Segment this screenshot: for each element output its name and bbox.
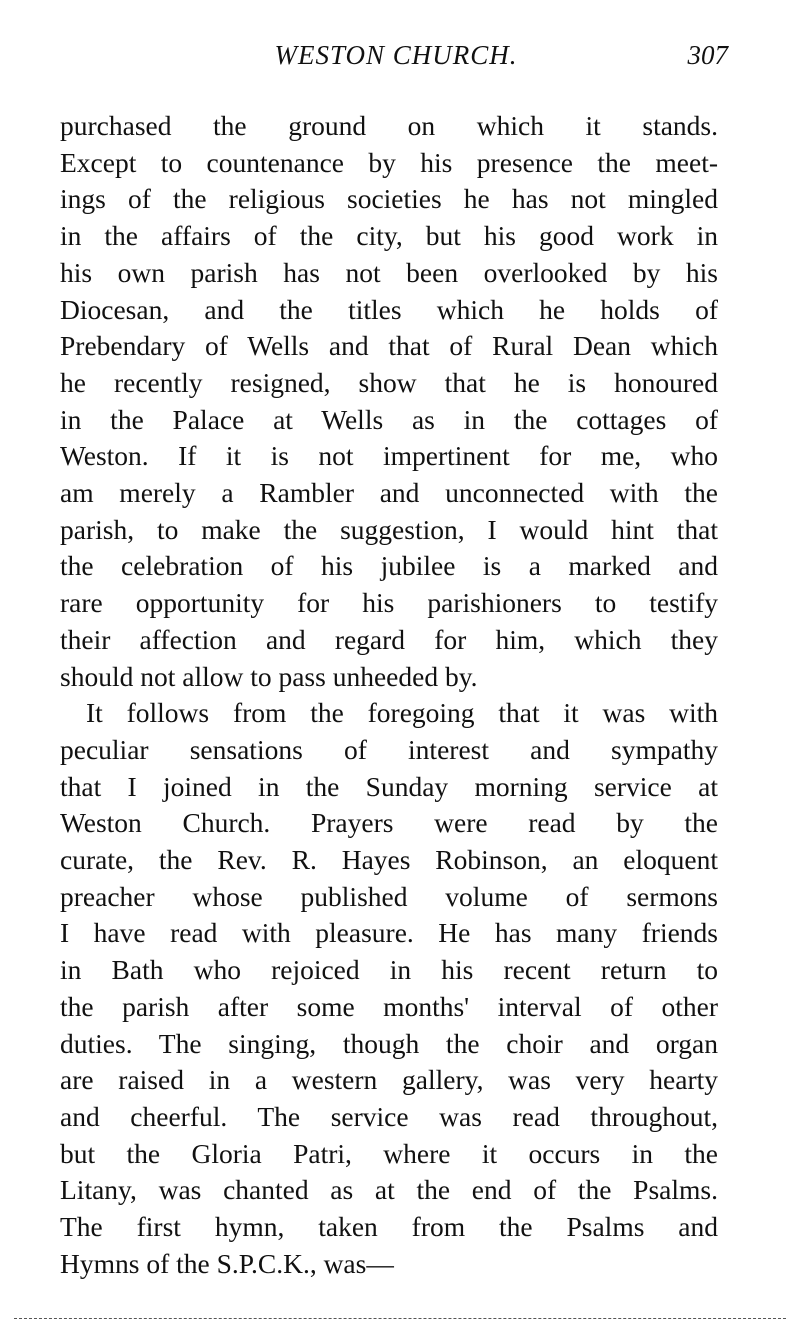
text-line: Hymns of the S.P.C.K., was— xyxy=(60,1247,394,1279)
text-line: but the Gloria Patri, where it occurs in the xyxy=(60,1137,718,1169)
paragraph-2 xyxy=(60,695,718,1282)
text-line: that I joined in the Sunday morning service at xyxy=(60,770,718,802)
bottom-rule xyxy=(14,1318,786,1319)
running-title: WESTON CHURCH. xyxy=(274,40,518,70)
text-line: curate, the Rev. R. Hayes Robinson, an eloquent xyxy=(60,844,718,876)
text-line: I have read with pleasure. He has many friends xyxy=(60,917,718,949)
text-line: in Bath who rejoiced in his recent return to xyxy=(60,954,718,986)
text-line: Litany, was chanted as at the end of the Psalms. xyxy=(60,1174,718,1206)
text-line: peculiar sensations of interest and sympathy xyxy=(60,733,718,765)
text-line: Weston. If it is not impertinent for me, who xyxy=(60,440,718,472)
text-line: their affection and regard for him, which they xyxy=(60,623,718,655)
text-line: The first hymn, taken from the Psalms and xyxy=(60,1211,718,1243)
running-head xyxy=(60,40,732,80)
text-line: are raised in a western gallery, was very hearty xyxy=(60,1064,718,1096)
text-line: and cheerful. The service was read throughout, xyxy=(60,1100,718,1132)
text-line: duties. The singing, though the choir and organ xyxy=(60,1027,718,1059)
text-line: in the affairs of the city, but his good work in xyxy=(60,220,718,252)
text-line: am merely a Rambler and unconnected with the xyxy=(60,477,718,509)
text-line: rare opportunity for his parishioners to testify xyxy=(60,587,718,619)
text-line: parish, to make the suggestion, I would hint that xyxy=(60,513,718,545)
text-line: in the Palace at Wells as in the cottages of xyxy=(60,403,718,435)
text-line: Weston Church. Prayers were read by the xyxy=(60,807,718,839)
text-line: preacher whose published volume of sermons xyxy=(60,880,718,912)
text-line: the celebration of his jubilee is a marked and xyxy=(60,550,718,582)
text-line: ings of the religious societies he has not mingled xyxy=(60,183,718,215)
text-line: It follows from the foregoing that it was with xyxy=(86,697,718,729)
text-line: purchased the ground on which it stands. xyxy=(60,110,718,141)
text-line: should not allow to pass unheeded by. xyxy=(60,660,478,692)
text-line: Diocesan, and the titles which he holds of xyxy=(60,293,718,325)
text-line: Except to countenance by his presence the meet- xyxy=(60,146,718,178)
text-line: he recently resigned, show that he is honoured xyxy=(60,366,718,398)
page-number: 307 xyxy=(687,40,728,70)
body-text xyxy=(60,108,718,1283)
text-line: his own parish has not been overlooked by his xyxy=(60,256,718,288)
text-line: Prebendary of Wells and that of Rural Dean which xyxy=(60,330,718,362)
text-line: the parish after some months' interval of other xyxy=(60,990,718,1022)
paragraph-1 xyxy=(60,108,718,695)
